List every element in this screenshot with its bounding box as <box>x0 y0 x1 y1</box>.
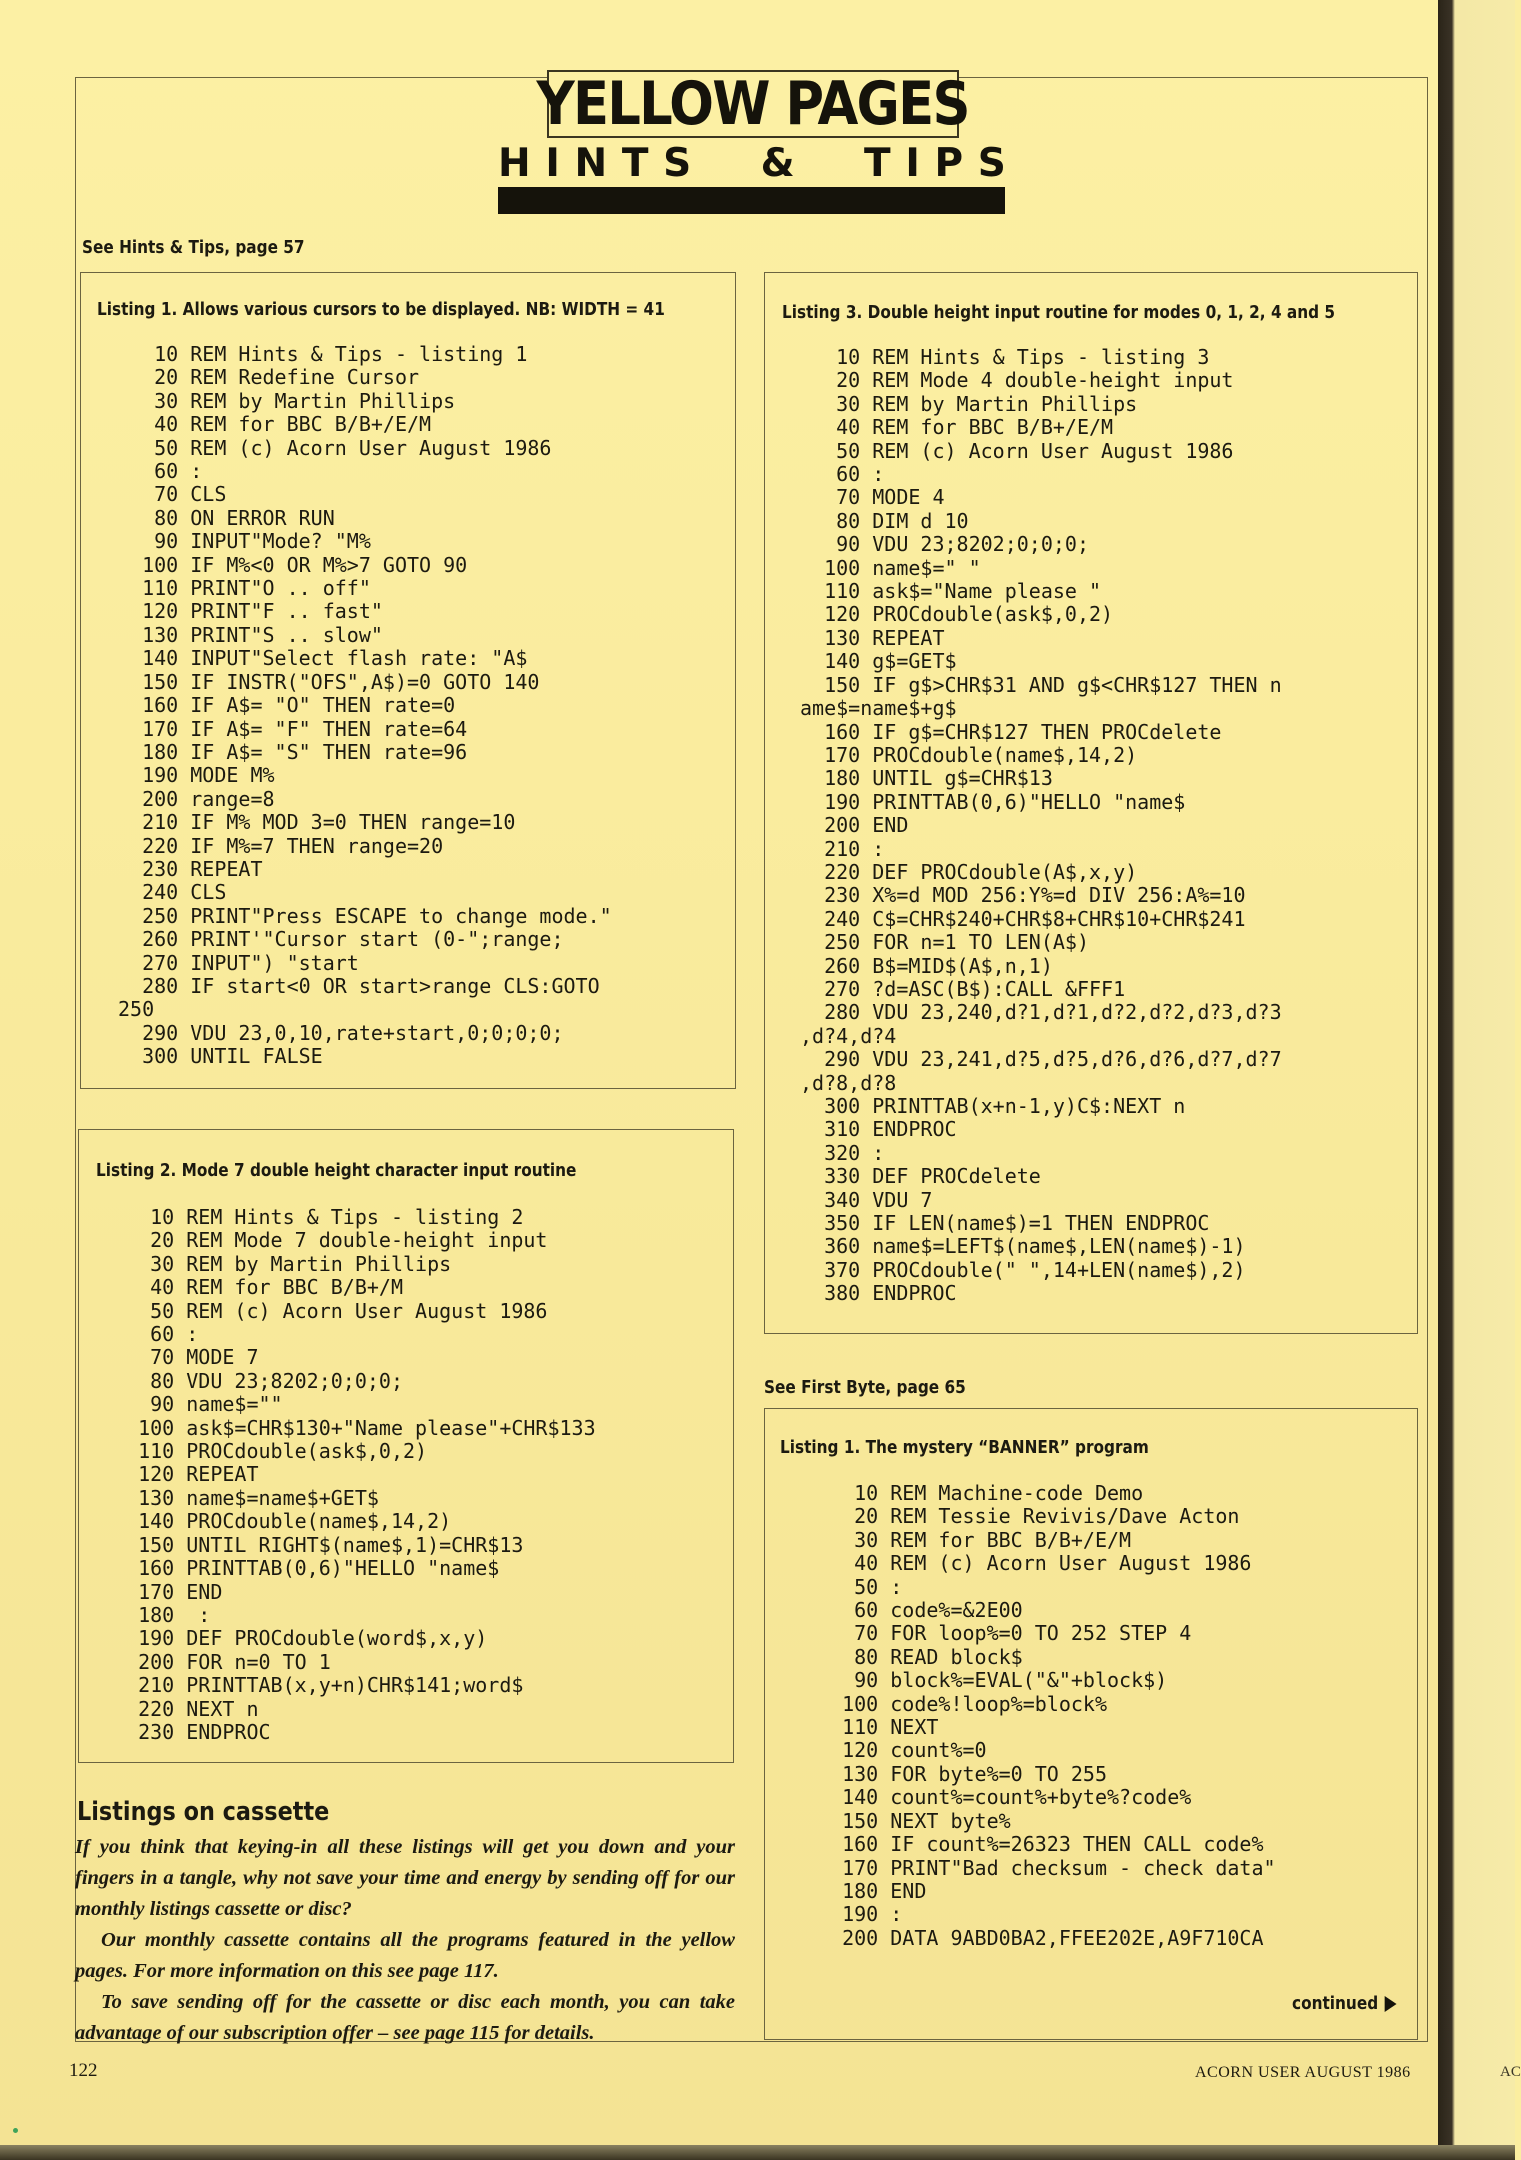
subtitle-letter: P <box>934 141 964 186</box>
code-listing: 10 REM Machine-code Demo 20 REM Tessie Revivis/Dave Acton 30 REM for BBC B/B+/E/M 40 REM (c) Acorn User August 1986 50 : 60 code%=&2E00 70 FOR loop%=0 TO 252 STEP 4 80 READ block$ 90 block%=EVAL("&"+block$) 100 code%!loop%=block% 110 NEXT 120 count%=0 130 FOR byte%=0 TO 255 140 count%=count%+byte%?code% 150 NEXT byte% 160 IF count%=26323 THEN CALL code% 170 PRINT"Bad checksum - check data" 180 END 190 : 200 DATA 9ABD0BA2,FFEE202E,A9F710CA <box>842 1481 1276 1950</box>
subtitle-letter: & <box>760 141 795 186</box>
page-footer: ACORN USER AUGUST 1986 <box>1195 2064 1411 2081</box>
see-hints-reference: See Hints & Tips, page 57 <box>82 237 305 258</box>
code-listing: 10 REM Hints & Tips - listing 2 20 REM Mode 7 double-height input 30 REM by Martin Phillips 40 REM for BBC B/B+/M 50 REM (c) Acorn User August 1986 60 : 70 MODE 7 80 VDU 23;8202;0;0;0; 90 name$="" 100 ask$=CHR$130+"Name please"+CHR$133 110 PROCdouble(ask$,0,2) 120 REPEAT 130 name$=name$+GET$ 140 PROCdouble(name$,14,2) 150 UNTIL RIGHT$(name$,1)=CHR$13 160 PRINTTAB(0,6)"HELLO "name$ 170 END 180 : 190 DEF PROCdouble(word$,x,y) 200 FOR n=0 TO 1 210 PRINTTAB(x,y+n)CHR$141;word$ 220 NEXT n 230 ENDPROC <box>138 1205 596 1744</box>
code-listing: 10 REM Hints & Tips - listing 1 20 REM Redefine Cursor 30 REM by Martin Phillips 40 REM for BBC B/B+/E/M 50 REM (c) Acorn User August 1986 60 : 70 CLS 80 ON ERROR RUN 90 INPUT"Mode? "M% 100 IF M%<0 OR M%>7 GOTO 90 110 PRINT"O .. off" 120 PRINT"F .. fast" 130 PRINT"S .. slow" 140 INPUT"Select flash rate: "A$ 150 IF INSTR("OFS",A$)=0 GOTO 140 160 IF A$= "O" THEN rate=0 170 IF A$= "F" THEN rate=64 180 IF A$= "S" THEN rate=96 190 MODE M% 200 range=8 210 IF M% MOD 3=0 THEN range=10 220 IF M%=7 THEN range=20 230 REPEAT 240 CLS 250 PRINT"Press ESCAPE to change mode." 260 PRINT'"Cursor start (0-";range; 270 INPUT") "start 280 IF start<0 OR start>range CLS:GOTO 250 290 VDU 23,0,10,rate+start,0;0;0;0; 300 UNTIL FALSE <box>118 342 612 1069</box>
title-box <box>536 69 970 139</box>
subtitle-letter: S <box>663 141 692 186</box>
listing-heading: Listing 1. The mystery “BANNER” program <box>780 1437 1149 1458</box>
subtitle-letter: I <box>545 141 560 186</box>
cassette-paragraph: If you think that keying-in all these listings will get you down and your fingers in a tangle, why not save your time and energy by sending off for our monthly listings cassette or disc? <box>75 1836 735 1920</box>
subtitle-letter: T <box>864 141 891 186</box>
subtitle-letter: H <box>498 141 531 186</box>
see-first-byte-reference: See First Byte, page 65 <box>764 1377 966 1398</box>
subtitle-gap <box>809 141 849 186</box>
cassette-text <box>75 1832 735 2049</box>
section-subtitle <box>498 141 1006 186</box>
title-underline-bar <box>498 187 1005 214</box>
continued-label: continued <box>1292 1993 1379 2014</box>
listing-heading: Listing 2. Mode 7 double height character input routine <box>96 1160 577 1181</box>
scan-dot <box>13 2128 18 2133</box>
subtitle-letter: I <box>905 141 920 186</box>
subtitle-letter: S <box>977 141 1006 186</box>
continued-arrow-icon <box>1385 1996 1397 2012</box>
page-number: 122 <box>69 2060 98 2081</box>
subtitle-letter: N <box>574 141 608 186</box>
listing-heading: Listing 1. Allows various cursors to be displayed. NB: WIDTH = 41 <box>97 299 665 320</box>
listing-heading: Listing 3. Double height input routine for modes 0, 1, 2, 4 and 5 <box>782 302 1336 323</box>
scan-bottom-edge <box>0 2145 1515 2160</box>
cassette-heading: Listings on cassette <box>77 1797 330 1827</box>
cassette-paragraph: To save sending off for the cassette or disc each month, you can take advantage of our subscription offer – see page 115 for details. <box>75 1991 735 2044</box>
code-listing: 10 REM Hints & Tips - listing 3 20 REM Mode 4 double-height input 30 REM by Martin Phillips 40 REM for BBC B/B+/E/M 50 REM (c) Acorn User August 1986 60 : 70 MODE 4 80 DIM d 10 90 VDU 23;8202;0;0;0; 100 name$=" " 110 ask$="Name please " 120 PROCdouble(ask$,0,2) 130 REPEAT 140 g$=GET$ 150 IF g$>CHR$31 AND g$<CHR$127 THEN n ame$=name$+g$ 160 IF g$=CHR$127 THEN PROCdelete 170 PROCdouble(name$,14,2) 180 UNTIL g$=CHR$13 190 PRINTTAB(0,6)"HELLO "name$ 200 END 210 : 220 DEF PROCdouble(A$,x,y) 230 X%=d MOD 256:Y%=d DIV 256:A%=10 240 C$=CHR$240+CHR$8+CHR$10+CHR$241 250 FOR n=1 TO LEN(A$) 260 B$=MID$(A$,n,1) 270 ?d=ASC(B$):CALL &FFF1 280 VDU 23,240,d?1,d?1,d?2,d?2,d?3,d?3 ,d?4,d?4 290 VDU 23,241,d?5,d?5,d?6,d?6,d?7,d?7 ,d?8,d?8 300 PRINTTAB(x+n-1,y)C$:NEXT n 310 ENDPROC 320 : 330 DEF PROCdelete 340 VDU 7 350 IF LEN(name$)=1 THEN ENDPROC 360 name$=LEFT$(name$,LEN(name$)-1) 370 PROCdouble(" ",14+LEN(name$),2) 380 ENDPROC <box>800 345 1282 1306</box>
subtitle-letter: T <box>621 141 649 186</box>
next-page-edge <box>1438 0 1521 2160</box>
page-title: YELLOW PAGES <box>536 69 970 139</box>
next-page-footer-fragment: AC <box>1500 2064 1521 2080</box>
continued-marker <box>1292 1993 1397 2014</box>
cassette-paragraph: Our monthly cassette contains all the programs featured in the yellow pages. For more information on this see page 117. <box>75 1929 735 1982</box>
subtitle-gap <box>706 141 746 186</box>
